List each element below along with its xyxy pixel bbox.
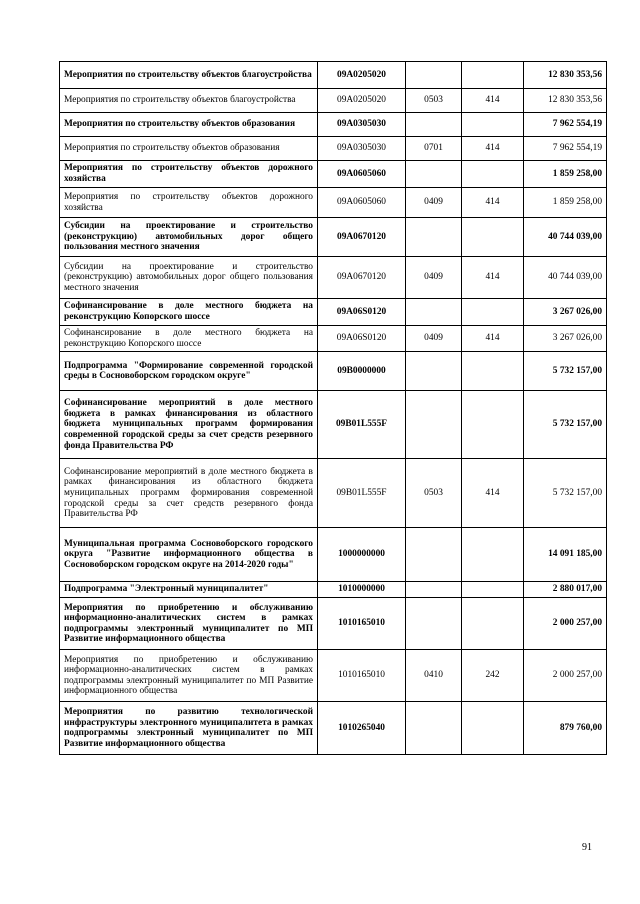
table-row [60,188,607,218]
row-amount-cell: 12 830 353,56 [524,89,607,113]
row-code-cell: 09А06S0120 [318,326,406,352]
row-section-cell: 0503 [406,89,462,113]
table-row [60,218,607,257]
row-vr-cell [462,299,524,326]
row-amount-cell: 1 859 258,00 [524,161,607,188]
row-code-cell: 09А0605060 [318,188,406,218]
row-code-cell: 1010165010 [318,650,406,702]
table-row [60,299,607,326]
row-name-cell: Мероприятия по приобретению и обслуживанию информационно-аналитических систем в рамках подпрограммы электронный муниципалитет по МП Развитие информационного общества [60,650,318,702]
row-name-cell: Софинансирование мероприятий в доле местного бюджета в рамках финансирования из областного бюджета муниципальных программ формирования современной городской среды за счет средств резервного фонда Правительства РФ [60,391,318,459]
row-name-cell: Мероприятия по строительству объектов благоустройства [60,89,318,113]
row-vr-cell [462,161,524,188]
row-code-cell: 1010165010 [318,598,406,650]
row-amount-cell: 12 830 353,56 [524,62,607,89]
row-code-cell: 1010000000 [318,582,406,598]
table-row [60,161,607,188]
row-section-cell: 0409 [406,188,462,218]
row-vr-cell [462,113,524,137]
table-row [60,352,607,391]
row-name-cell: Софинансирование в доле местного бюджета на реконструкцию Копорского шоссе [60,326,318,352]
row-vr-cell: 414 [462,257,524,299]
row-section-cell [406,528,462,582]
row-amount-cell: 2 000 257,00 [524,650,607,702]
row-code-cell: 1010265040 [318,702,406,755]
table-row [60,113,607,137]
row-section-cell: 0503 [406,459,462,528]
row-vr-cell: 242 [462,650,524,702]
table-row [60,257,607,299]
row-code-cell: 09В01L555F [318,459,406,528]
budget-table [59,61,607,755]
row-name-cell: Мероприятия по приобретению и обслуживанию информационно-аналитических систем в рамках подпрограммы электронный муниципалитет по МП Развитие информационного общества [60,598,318,650]
row-code-cell: 09А0605060 [318,161,406,188]
table-row [60,459,607,528]
row-name-cell: Мероприятия по строительству объектов дорожного хозяйства [60,188,318,218]
row-section-cell [406,113,462,137]
row-code-cell: 09А0205020 [318,62,406,89]
row-code-cell: 09А06S0120 [318,299,406,326]
table-row [60,326,607,352]
row-amount-cell: 40 744 039,00 [524,218,607,257]
table-row [60,582,607,598]
row-section-cell [406,62,462,89]
row-section-cell [406,218,462,257]
row-section-cell [406,161,462,188]
row-vr-cell [462,598,524,650]
row-name-cell: Субсидии на проектирование и строительство (реконструкцию) автомобильных дорог общего пользования местного значения [60,218,318,257]
page-number: 91 [582,842,592,853]
row-section-cell [406,299,462,326]
row-code-cell: 09А0305030 [318,137,406,161]
row-section-cell: 0409 [406,326,462,352]
row-code-cell: 09А0670120 [318,257,406,299]
row-section-cell: 0409 [406,257,462,299]
row-vr-cell: 414 [462,89,524,113]
row-code-cell: 09В0000000 [318,352,406,391]
row-name-cell: Мероприятия по строительству объектов образования [60,137,318,161]
row-amount-cell: 14 091 185,00 [524,528,607,582]
row-amount-cell: 5 732 157,00 [524,391,607,459]
row-section-cell: 0410 [406,650,462,702]
row-vr-cell: 414 [462,326,524,352]
row-section-cell [406,702,462,755]
row-name-cell: Субсидии на проектирование и строительство (реконструкцию) автомобильных дорог общего пользования местного значения [60,257,318,299]
row-name-cell: Мероприятия по строительству объектов образования [60,113,318,137]
row-vr-cell [462,352,524,391]
row-amount-cell: 5 732 157,00 [524,459,607,528]
row-amount-cell: 2 000 257,00 [524,598,607,650]
row-section-cell [406,352,462,391]
row-amount-cell: 879 760,00 [524,702,607,755]
budget-table-body [60,62,607,755]
table-row [60,391,607,459]
row-amount-cell: 3 267 026,00 [524,326,607,352]
row-amount-cell: 40 744 039,00 [524,257,607,299]
row-vr-cell: 414 [462,188,524,218]
row-section-cell [406,582,462,598]
row-amount-cell: 5 732 157,00 [524,352,607,391]
row-name-cell: Мероприятия по развитию технологической инфраструктуры электронного муниципалитета в рамках подпрограммы электронный муниципалитет по МП Развитие информационного общества [60,702,318,755]
row-name-cell: Подпрограмма "Электронный муниципалитет" [60,582,318,598]
row-amount-cell: 3 267 026,00 [524,299,607,326]
row-name-cell: Мероприятия по строительству объектов дорожного хозяйства [60,161,318,188]
row-vr-cell: 414 [462,459,524,528]
row-amount-cell: 2 880 017,00 [524,582,607,598]
row-section-cell [406,391,462,459]
table-row [60,650,607,702]
row-name-cell: Подпрограмма "Формирование современной городской среды в Сосновоборском городском округе" [60,352,318,391]
row-code-cell: 09А0305030 [318,113,406,137]
row-section-cell [406,598,462,650]
row-vr-cell [462,702,524,755]
table-row [60,137,607,161]
row-vr-cell [462,391,524,459]
row-vr-cell [462,528,524,582]
row-vr-cell: 414 [462,137,524,161]
row-vr-cell [462,218,524,257]
table-row [60,62,607,89]
row-vr-cell [462,62,524,89]
table-row [60,598,607,650]
row-name-cell: Муниципальная программа Сосновоборского городского округа "Развитие информационного общества в Сосновоборском городском округе на 2014-2020 годы" [60,528,318,582]
row-name-cell: Мероприятия по строительству объектов благоустройства [60,62,318,89]
table-row [60,528,607,582]
table-row [60,89,607,113]
row-name-cell: Софинансирование в доле местного бюджета на реконструкцию Копорского шоссе [60,299,318,326]
row-amount-cell: 1 859 258,00 [524,188,607,218]
row-amount-cell: 7 962 554,19 [524,113,607,137]
row-section-cell: 0701 [406,137,462,161]
row-code-cell: 09В01L555F [318,391,406,459]
row-name-cell: Софинансирование мероприятий в доле местного бюджета в рамках финансирования из областного бюджета муниципальных программ формирования современной городской среды за счет средств резервного фонда Правительства РФ [60,459,318,528]
table-row [60,702,607,755]
row-code-cell: 09А0670120 [318,218,406,257]
row-code-cell: 09А0205020 [318,89,406,113]
row-code-cell: 1000000000 [318,528,406,582]
row-amount-cell: 7 962 554,19 [524,137,607,161]
row-vr-cell [462,582,524,598]
